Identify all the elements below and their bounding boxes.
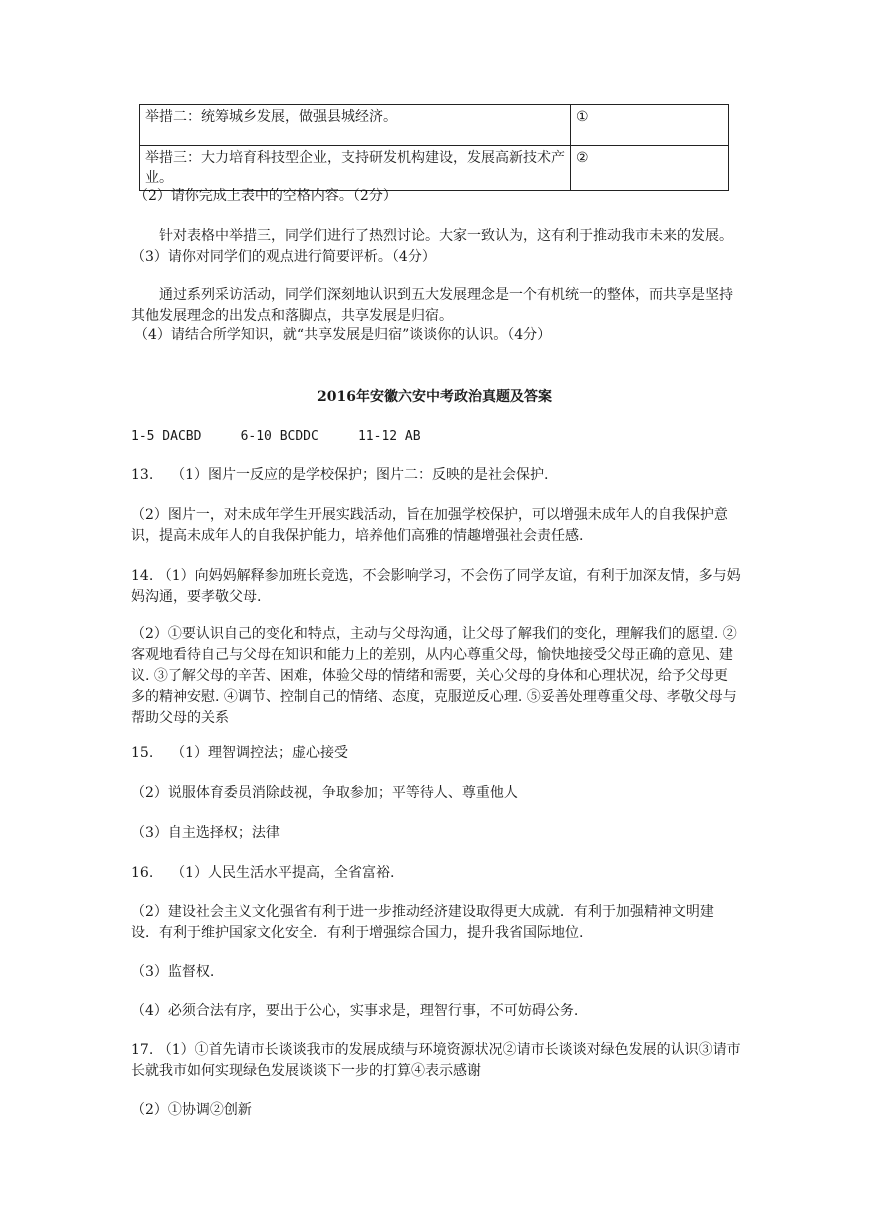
answer-16-1: 16. （1）人民生活水平提高，全省富裕. xyxy=(131,865,395,881)
answer-17-2: （2）①协调②创新 xyxy=(131,1102,252,1118)
question-4: （4）请结合所学知识，就“共享发展是归宿”谈谈你的认识。（4分） xyxy=(134,327,552,343)
table-row xyxy=(140,146,729,191)
answer-13-1: 13. （1）图片一反应的是学校保护；图片二：反映的是社会保护. xyxy=(131,467,549,483)
choice-answers: 1-5 DACBD 6-10 BCDDC 11-12 AB xyxy=(131,429,421,444)
answer-16-3: （3）监督权. xyxy=(131,964,215,980)
answer-14-1: 14. （1）向妈妈解释参加班长竞选，不会影响学习，不会伤了同学友谊，有利于加深友情，多与妈妈沟通，要孝敬父母. xyxy=(131,568,741,605)
answer-blank-cell: ② xyxy=(571,146,729,191)
answer-15-2: （2）说服体育委员消除歧视，争取参加；平等待人、尊重他人 xyxy=(131,785,518,801)
answers-title: 2016年安徽六安中考政治真题及答案 xyxy=(317,389,552,405)
question-3-paragraph: 针对表格中举措三，同学们进行了热烈讨论。大家一致认为，这有利于推动我市未来的发展。（3）请你对同学们的观点进行简要评析。（4分） xyxy=(131,228,733,265)
measures-table xyxy=(139,104,729,191)
measure-cell: 举措三：大力培育科技型企业，支持研发机构建设，发展高新技术产业。 xyxy=(140,146,571,191)
answer-15-3: （3）自主选择权；法律 xyxy=(131,825,280,841)
question-2: （2）请你完成上表中的空格内容。（2分） xyxy=(134,188,397,204)
answer-14-2: （2）①要认识自己的变化和特点，主动与父母沟通，让父母了解我们的变化，理解我们的愿望. ②客观地看待自己与父母在知识和能力上的差别，从内心尊重父母，愉快地接受父母正确的意见、建议. ③了解父母的辛苦、困难，体验父母的情绪和需要，关心父母的身体和心理状况，给予父母更多的精神安慰. ④调节、控制自己的情绪、态度，克服逆反心理. ⑤妥善处理尊重父母、孝敬父母与帮助父母的关系 xyxy=(131,626,737,726)
answer-13-2: （2）图片一，对未成年学生开展实践活动，旨在加强学校保护，可以增强未成年人的自我保护意识，提高未成年人的自我保护能力，培养他们高雅的情趣增强社会责任感. xyxy=(131,507,728,544)
answer-15-1: 15. （1）理智调控法；虚心接受 xyxy=(131,745,348,761)
table-row xyxy=(140,105,729,146)
answer-16-4: （4）必须合法有序，要出于公心，实事求是，理智行事，不可妨碍公务. xyxy=(131,1003,579,1019)
answer-17-1: 17. （1）①首先请市长谈谈我市的发展成绩与环境资源状况②请市长谈谈对绿色发展的认识③请市长就我市如何实现绿色发展谈谈下一步的打算④表示感谢 xyxy=(131,1042,741,1079)
paragraph-shared-development: 通过系列采访活动，同学们深刻地认识到五大发展理念是一个有机统一的整体，而共享是坚持其他发展理念的出发点和落脚点，共享发展是归宿。 xyxy=(131,287,733,324)
answer-blank-cell: ① xyxy=(571,105,729,146)
answer-16-2: （2）建设社会主义文化强省有利于进一步推动经济建设取得更大成就．有利于加强精神文明建设．有利于维护国家文化安全．有利于增强综合国力，提升我省国际地位. xyxy=(131,904,714,941)
measure-cell: 举措二：统筹城乡发展，做强县城经济。 xyxy=(140,105,571,146)
